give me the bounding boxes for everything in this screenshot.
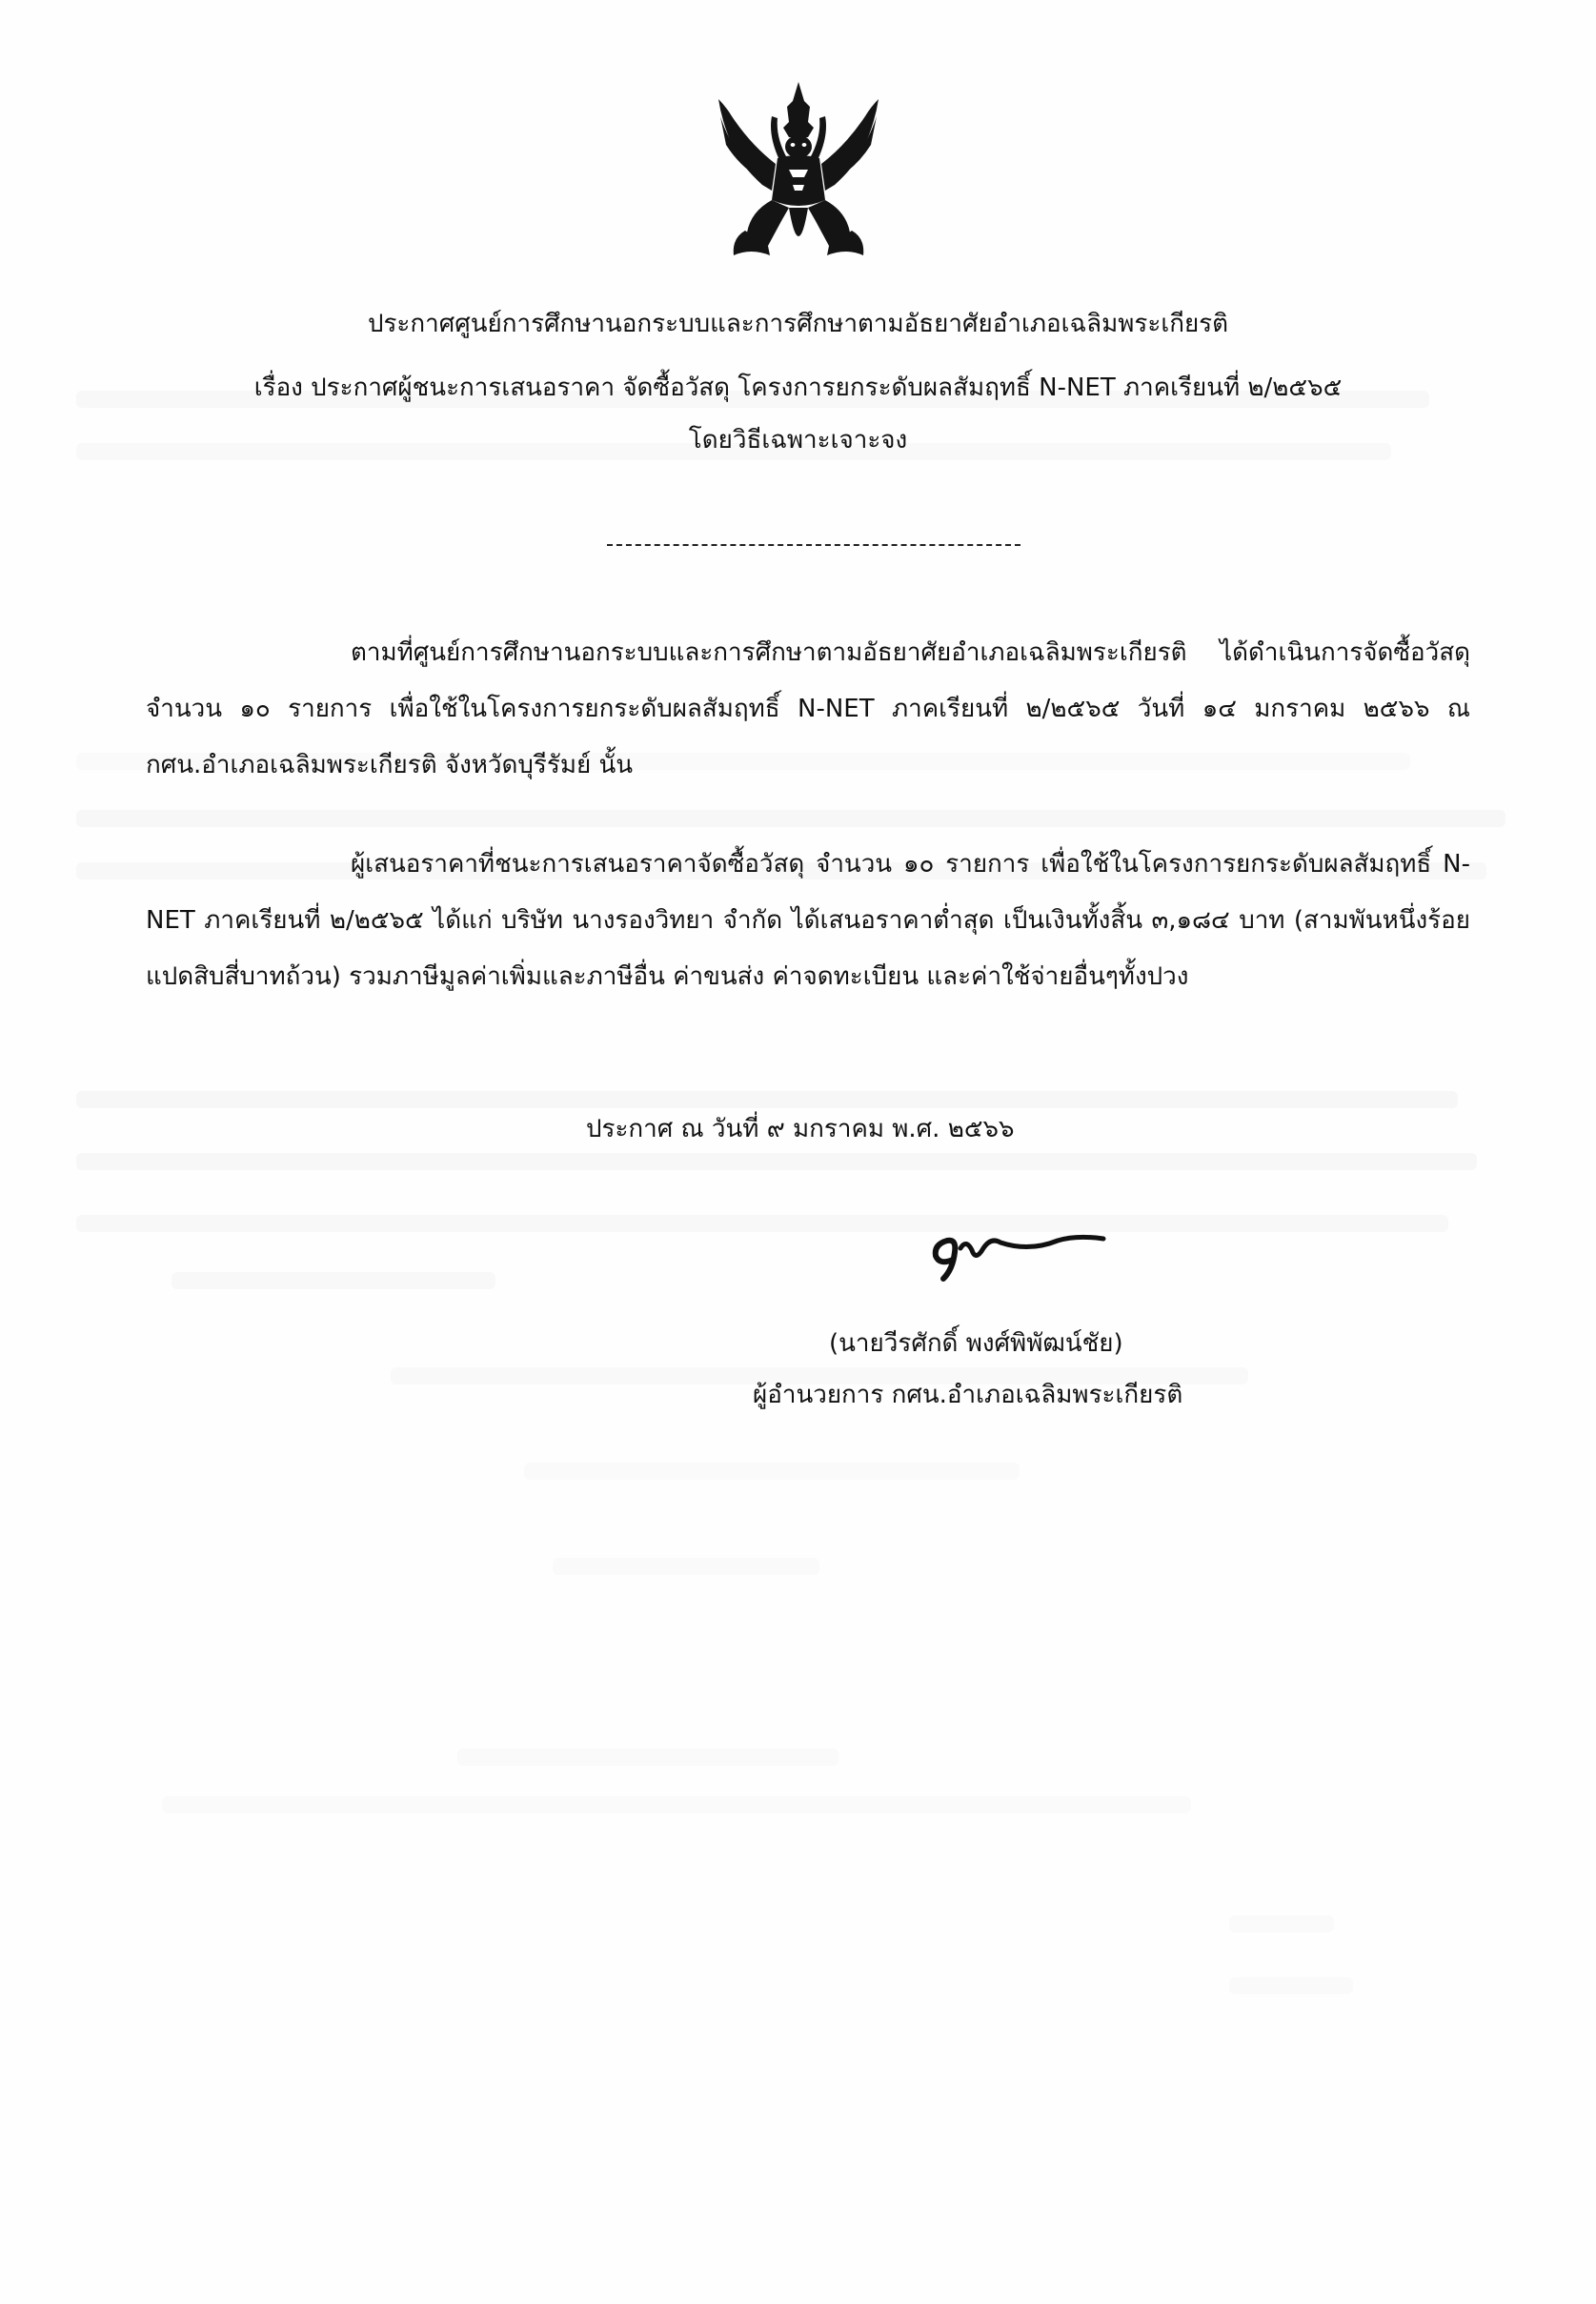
bleed-through-text xyxy=(457,1748,838,1766)
paragraph-winner xyxy=(146,837,1470,1005)
bleed-through-text xyxy=(553,1558,819,1575)
signer-name: (นายวีรศักดิ์ พงศ์พิพัฒน์ชัย) xyxy=(829,1329,1123,1358)
bleed-through-text xyxy=(524,1463,1020,1480)
paragraph-winner-text: ผู้เสนอราคาที่ชนะการเสนอราคาจัดซื้อวัสดุ จำนวน ๑๐ รายการ เพื่อใช้ในโครงการยกระดับผลสัมฤทธิ์ N-NET ภาคเรียนที่ ๒/๒๕๖๕ ได้แก่ บริษัท นางรองวิทยา จำกัด ได้เสนอราคาต่ำสุด เป็นเงินทั้งสิ้น ๓,๑๘๔ บาท (สามพันหนึ่งร้อยแปดสิบสี่บาทถ้วน) รวมภาษีมูลค่าเพิ่มและภาษีอื่น ค่าขนส่ง ค่าจดทะเบียน และค่าใช้จ่ายอื่นๆทั้งปวง xyxy=(146,850,1470,991)
announcement-subject: เรื่อง ประกาศผู้ชนะการเสนอราคา จัดซื้อวัสดุ โครงการยกระดับผลสัมฤทธิ์ N-NET ภาคเรียนที่ ๒/๒๕๖๕ xyxy=(253,374,1343,402)
paragraph-background-text: ตามที่ศูนย์การศึกษานอกระบบและการศึกษาตามอัธยาศัยอำเภอเฉลิมพระเกียรติ ได้ดำเนินการจัดซื้อวัสดุ จำนวน ๑๐ รายการ เพื่อใช้ในโครงการยกระดับผลสัมฤทธิ์ N-NET ภาคเรียนที่ ๒/๒๕๖๕ วันที่ ๑๔ มกราคม ๒๕๖๖ ณ กศน.อำเภอเฉลิมพระเกียรติ จังหวัดบุรีรัมย์ นั้น xyxy=(146,638,1470,779)
announcement-date: ประกาศ ณ วันที่ ๙ มกราคม พ.ศ. ๒๕๖๖ xyxy=(586,1115,1015,1143)
paragraph-background xyxy=(146,625,1470,794)
bleed-through-text xyxy=(76,810,1505,827)
separator-line xyxy=(607,544,1020,546)
bleed-through-text xyxy=(162,1796,1191,1813)
signer-position: ผู้อำนวยการ กศน.อำเภอเฉลิมพระเกียรติ xyxy=(753,1381,1183,1409)
bleed-through-text xyxy=(76,1153,1477,1170)
bleed-through-text xyxy=(1229,1977,1353,1994)
garuda-emblem-icon xyxy=(713,78,884,267)
bleed-through-text xyxy=(76,1215,1448,1232)
bleed-through-text xyxy=(1229,1915,1334,1932)
bleed-through-text xyxy=(76,1091,1458,1108)
handwritten-signature-icon xyxy=(924,1210,1115,1286)
procurement-method: โดยวิธีเฉพาะเจาะจง xyxy=(688,426,908,455)
bleed-through-text xyxy=(172,1272,495,1289)
announcement-title: ประกาศศูนย์การศึกษานอกระบบและการศึกษาตามอัธยาศัยอำเภอเฉลิมพระเกียรติ xyxy=(367,310,1229,338)
